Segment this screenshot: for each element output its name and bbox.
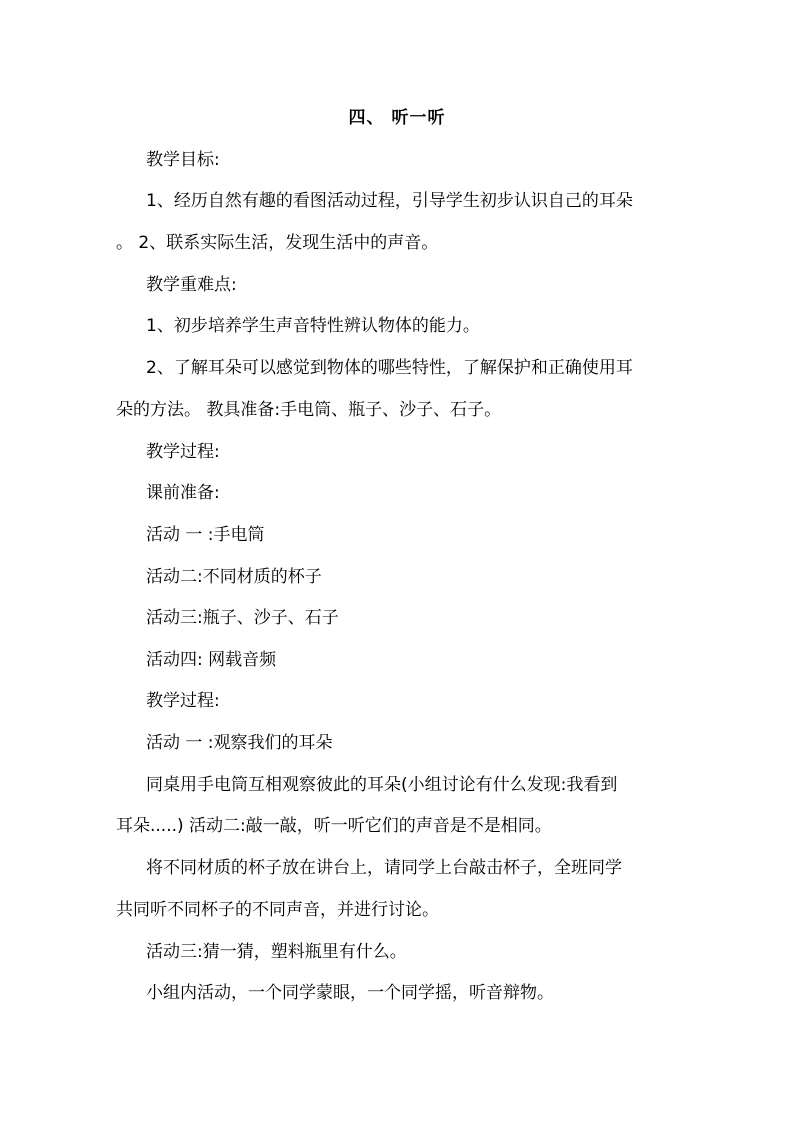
paragraph-line: 朵的方法。 教具准备:手电筒、瓶子、沙子、石子。 xyxy=(116,400,502,420)
section-heading-process: 教学过程: xyxy=(146,691,220,711)
paragraph-line: 。 2、联系实际生活，发现生活中的声音。 xyxy=(116,233,439,253)
paragraph-line: 1、经历自然有趣的看图活动过程，引导学生初步认识自己的耳朵 xyxy=(146,191,633,211)
paragraph-line: 耳朵.....) 活动二:敲一敲，听一听它们的声音是不是相同。 xyxy=(116,816,552,836)
paragraph-line: 小组内活动，一个同学蒙眼，一个同学摇，听音辩物。 xyxy=(146,983,554,1003)
paragraph-line: 1、初步培养学生声音特性辨认物体的能力。 xyxy=(146,316,480,336)
page-title: 四、 听一听 xyxy=(348,108,446,128)
section-heading-key-points: 教学重难点: xyxy=(146,275,237,295)
section-heading-preparation: 课前准备: xyxy=(146,483,220,503)
paragraph-line: 2、了解耳朵可以感觉到物体的哪些特性，了解保护和正确使用耳 xyxy=(146,358,633,378)
list-item: 活动 一 :观察我们的耳朵 xyxy=(146,733,333,753)
list-item: 活动三:瓶子、沙子、石子 xyxy=(146,608,339,628)
list-item: 活动二:不同材质的杯子 xyxy=(146,567,322,587)
list-item: 活动四: 网载音频 xyxy=(146,650,277,670)
section-heading-process: 教学过程: xyxy=(146,442,220,462)
section-heading-objectives: 教学目标: xyxy=(146,150,220,170)
paragraph-line: 同桌用手电筒互相观察彼此的耳朵(小组讨论有什么发现:我看到 xyxy=(146,775,618,795)
list-item: 活动 一 :手电筒 xyxy=(146,525,265,545)
paragraph-line: 将不同材质的杯子放在讲台上，请同学上台敲击杯子，全班同学 xyxy=(146,858,622,878)
paragraph-line: 共同听不同杯子的不同声音，并进行讨论。 xyxy=(116,900,439,920)
paragraph-line: 活动三:猜一猜，塑料瓶里有什么。 xyxy=(146,942,407,962)
